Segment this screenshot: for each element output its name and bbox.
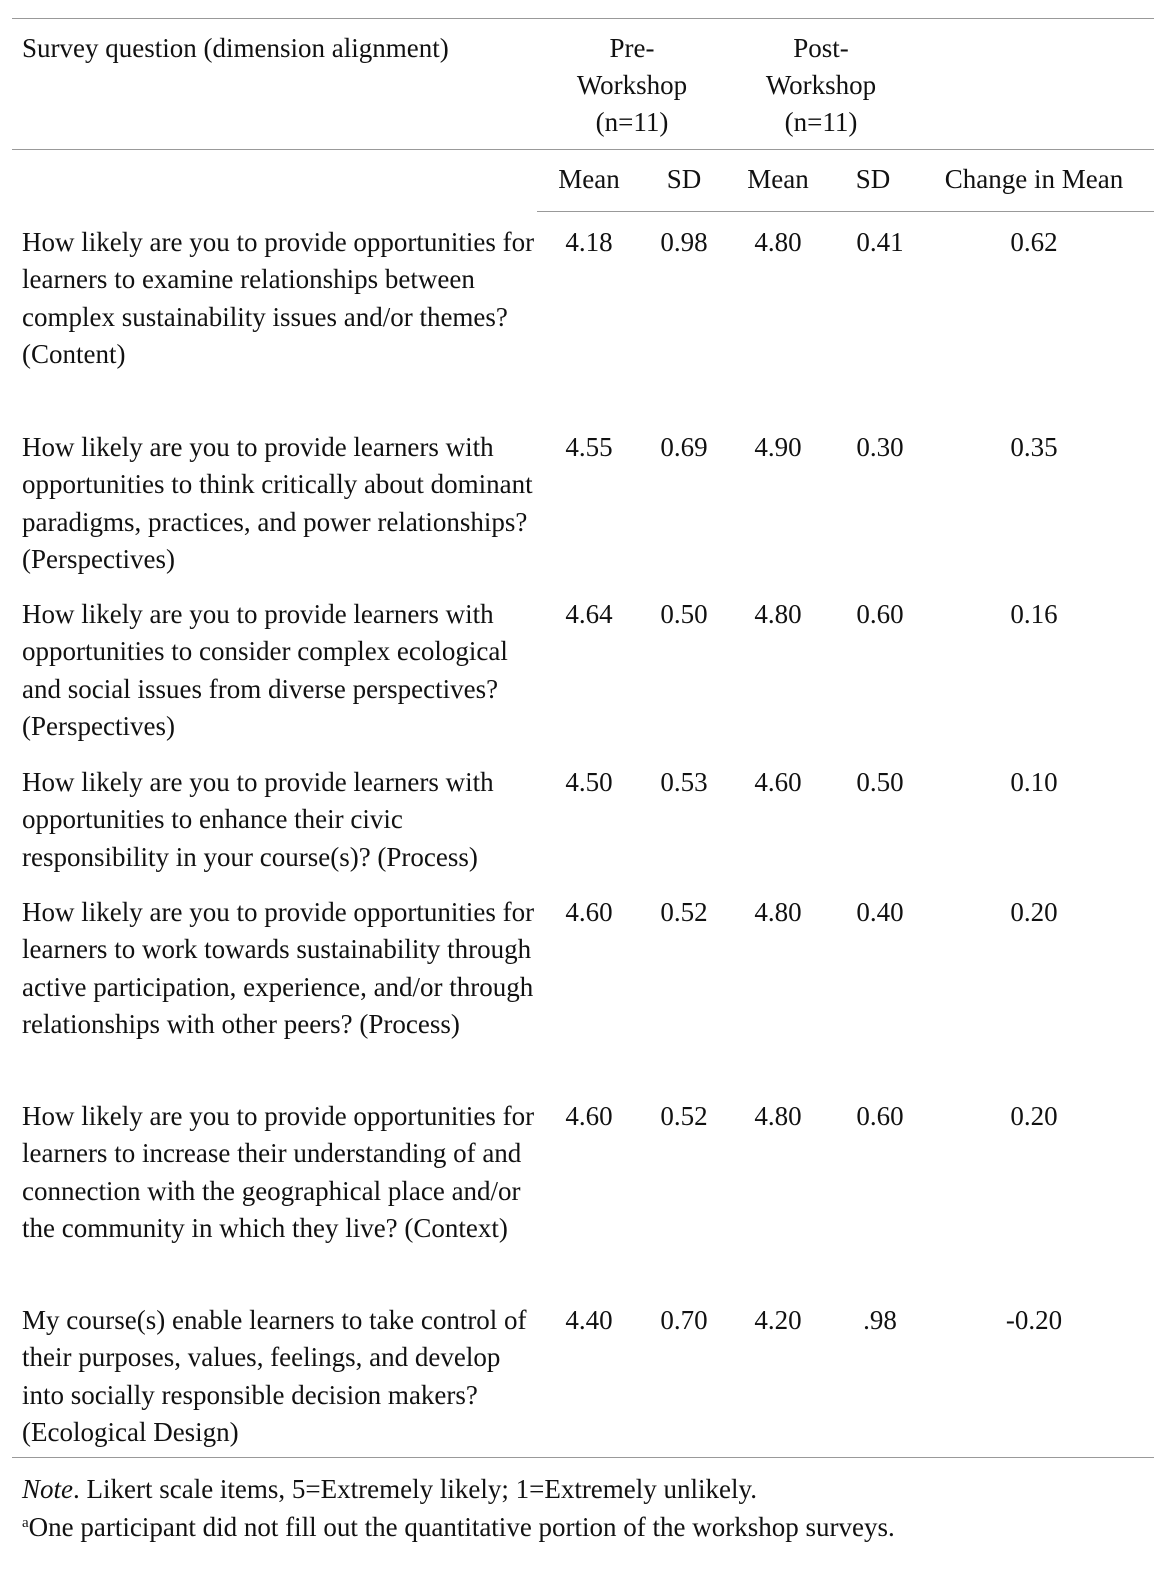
table-row-question: How likely are you to provide opportunities for learners to examine relationships between complex sustainability issues and/or themes? (Content): [22, 227, 535, 369]
pre-sd-cell: 0.52: [660, 1101, 708, 1131]
table-row-question: How likely are you to provide learners with opportunities to think critically about dominant paradigms, practices, and power relationships? (Perspectives): [22, 432, 533, 574]
pre-sd-cell: 0.53: [660, 767, 708, 797]
post-sd-cell: 0.41: [856, 227, 904, 257]
table-row-question: How likely are you to provide learners with opportunities to consider complex ecological and social issues from diverse perspectives? (Perspectives): [22, 599, 508, 741]
post-mean-cell: 4.80: [754, 599, 802, 629]
pre-sd-cell: 0.69: [660, 432, 708, 462]
subheader-change: Change in Mean: [944, 164, 1124, 194]
pre-mean-cell: 4.55: [565, 432, 613, 462]
post-mean-cell: 4.20: [754, 1305, 802, 1335]
footnote-mark: a: [22, 1515, 29, 1531]
change-cell: 0.20: [1010, 1101, 1058, 1131]
header-rule: [12, 149, 1154, 150]
post-line-3: (n=11): [784, 107, 858, 137]
post-sd-cell: .98: [863, 1305, 897, 1335]
subheader-post-sd: SD: [855, 164, 891, 194]
pre-mean-cell: 4.50: [565, 767, 613, 797]
post-sd-cell: 0.60: [856, 1101, 904, 1131]
pre-mean-cell: 4.18: [565, 227, 613, 257]
pre-mean-cell: 4.60: [565, 1101, 613, 1131]
post-mean-cell: 4.80: [754, 227, 802, 257]
table-row-question: How likely are you to provide learners with opportunities to enhance their civic responsibility in your course(s)? (Process): [22, 767, 494, 872]
pre-mean-cell: 4.60: [565, 897, 613, 927]
change-cell: -0.20: [1005, 1305, 1063, 1335]
change-cell: 0.10: [1010, 767, 1058, 797]
note-text: . Likert scale items, 5=Extremely likely; 1=Extremely unlikely.: [73, 1474, 758, 1504]
pre-mean-cell: 4.40: [565, 1305, 613, 1335]
pre-sd-cell: 0.98: [660, 227, 708, 257]
post-sd-cell: 0.60: [856, 599, 904, 629]
footnote-text: One participant did not fill out the quantitative portion of the workshop surveys.: [28, 1512, 895, 1542]
table-row-question: My course(s) enable learners to take control of their purposes, values, feelings, and develop into socially responsible decision makers? (Ecological Design): [22, 1305, 527, 1447]
table-row-question: How likely are you to provide opportunities for learners to work towards sustainability through active participation, experience, and/or through relationships with other peers? (Process): [22, 897, 535, 1039]
change-cell: 0.35: [1010, 432, 1058, 462]
subheader-post-mean: Mean: [747, 164, 809, 194]
change-cell: 0.62: [1010, 227, 1058, 257]
post-mean-cell: 4.80: [754, 1101, 802, 1131]
pre-sd-cell: 0.50: [660, 599, 708, 629]
table-top-rule: [12, 18, 1154, 19]
subheader-pre-mean: Mean: [558, 164, 620, 194]
post-sd-cell: 0.40: [856, 897, 904, 927]
post-line-2: Workshop: [765, 70, 877, 100]
pre-sd-cell: 0.70: [660, 1305, 708, 1335]
column-header-pre: [562, 30, 702, 141]
change-cell: 0.20: [1010, 897, 1058, 927]
table-bottom-rule: [12, 1457, 1154, 1458]
column-header-question: Survey question (dimension alignment): [22, 33, 449, 63]
subheader-rule: [537, 211, 1154, 212]
post-sd-cell: 0.50: [856, 767, 904, 797]
change-cell: 0.16: [1010, 599, 1058, 629]
table-row-question: How likely are you to provide opportunities for learners to increase their understanding of and connection with the geographical place and/or the community in which they live? (Context): [22, 1101, 535, 1243]
pre-line-3: (n=11): [595, 107, 669, 137]
post-sd-cell: 0.30: [856, 432, 904, 462]
subheader-pre-sd: SD: [666, 164, 702, 194]
post-line-1: Post-: [793, 33, 849, 63]
pre-line-1: Pre-: [609, 33, 655, 63]
note-label: Note: [22, 1474, 73, 1504]
post-mean-cell: 4.90: [754, 432, 802, 462]
pre-mean-cell: 4.64: [565, 599, 613, 629]
column-header-post: [751, 30, 891, 141]
table-footnote: [22, 1509, 895, 1546]
post-mean-cell: 4.80: [754, 897, 802, 927]
post-mean-cell: 4.60: [754, 767, 802, 797]
pre-line-2: Workshop: [576, 70, 688, 100]
pre-sd-cell: 0.52: [660, 897, 708, 927]
table-note: [22, 1471, 757, 1508]
